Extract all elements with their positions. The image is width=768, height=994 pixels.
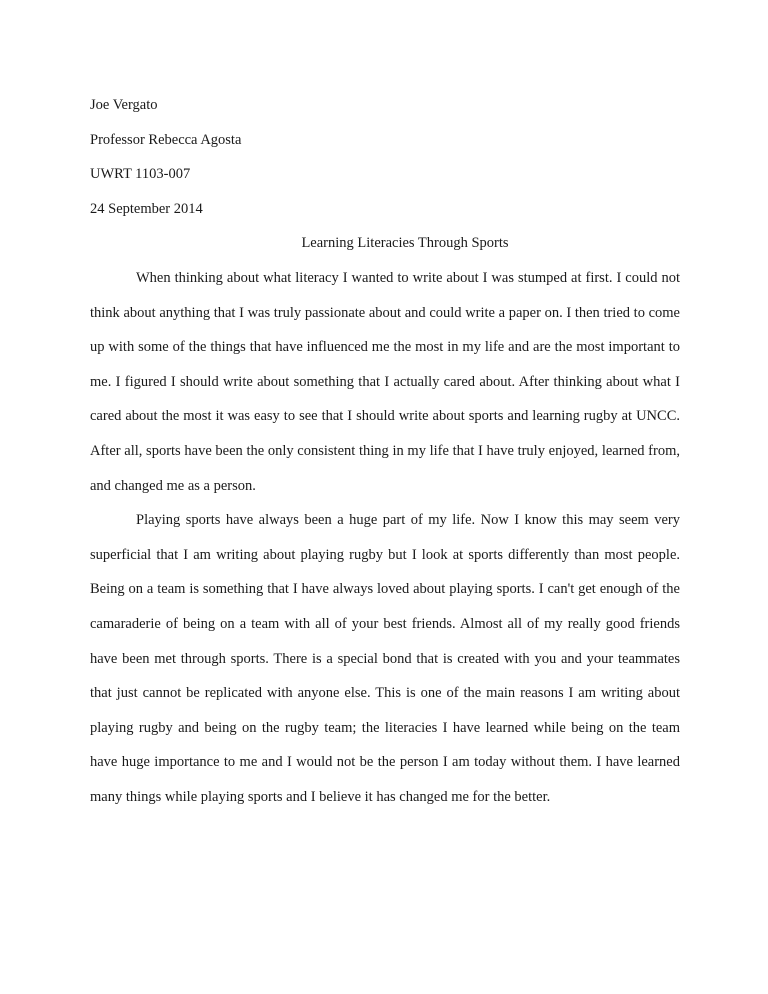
paragraph-1: When thinking about what literacy I wanted to write about I was stumped at first. I could not think about anything that I was truly passionate about and could write a paper on. I then tried to come up with some of the things that have influenced me the most in my life and are the most important to me. I figured I should write about something that I actually cared about. After thinking about what I cared about the most it was easy to see that I should write about sports and learning rugby at UNCC. After all, sports have been the only consistent thing in my life that I have truly enjoyed, learned from, and changed me as a person. [90,269,680,494]
paragraph-2: Playing sports have always been a huge part of my life. Now I know this may seem very superficial that I am writing about playing rugby but I look at sports differently than most people. Being on a team is something that I have always loved about playing sports. I can't get enough of the camaraderie of being on a team with all of your best friends. Almost all of my really good friends have been met through sports. There is a special bond that is created with you and your teammates that just cannot be replicated with anyone else. This is one of the main reasons I am writing about playing rugby and being on the rugby team; the literacies I have learned while being on the team have huge importance to me and I would not be the person I am today without them. I have learned many things while playing sports and I believe it has changed me for the better. [90,512,680,805]
professor-name: Professor Rebecca Agosta [90,131,242,148]
course-code: UWRT 1103-007 [90,166,191,183]
author-name: Joe Vergato [90,97,158,113]
essay-title: Learning Literacies Through Sports [301,235,509,252]
document-body [90,88,680,814]
document-date: 24 September 2014 [90,200,203,217]
